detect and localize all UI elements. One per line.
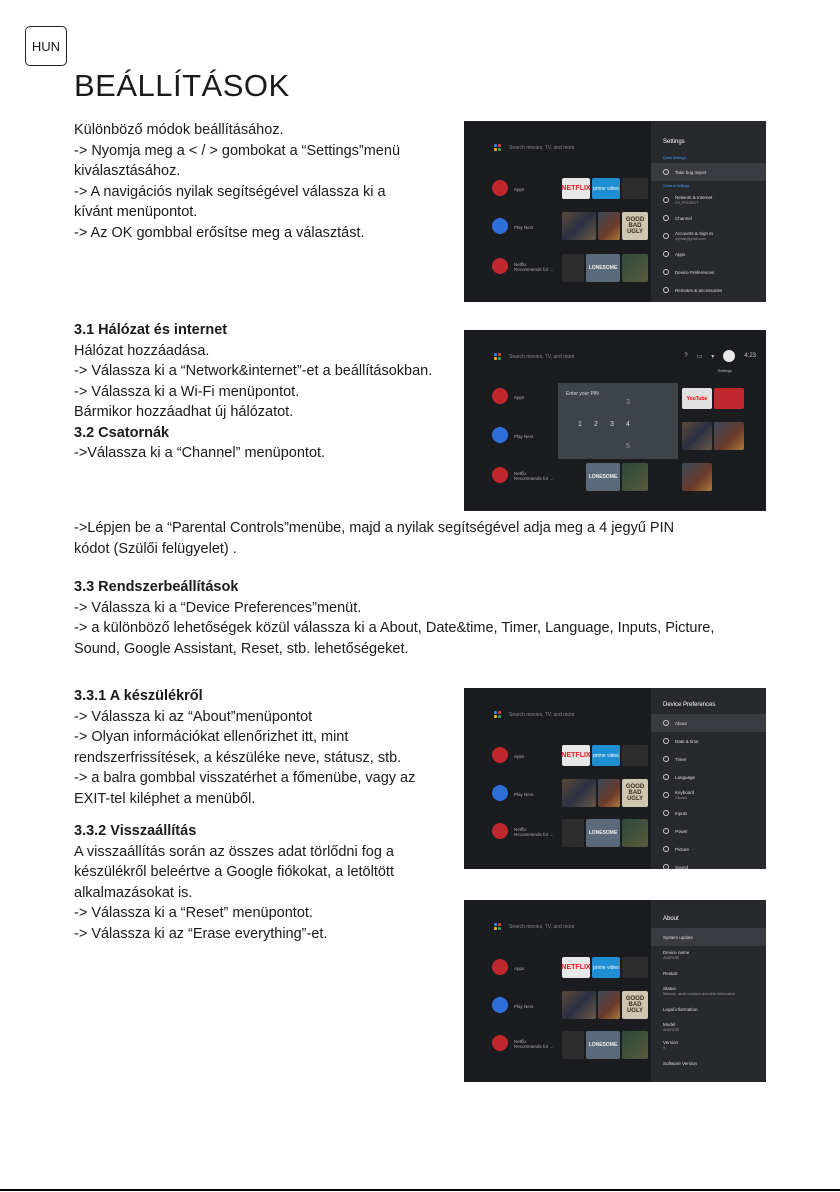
movie-tile bbox=[562, 254, 584, 282]
about-panel bbox=[651, 900, 766, 1082]
section-line: alkalmazásokat is. bbox=[74, 884, 193, 901]
movie-tile bbox=[562, 212, 596, 240]
section-line: -> Válassza ki az “Erase everything”-et. bbox=[74, 925, 328, 942]
keyboard-item[interactable] bbox=[651, 786, 766, 804]
google-assistant-icon bbox=[494, 353, 501, 360]
help-icon: ? bbox=[684, 353, 688, 359]
power-icon bbox=[663, 828, 669, 834]
device-prefs-item[interactable] bbox=[651, 263, 766, 281]
google-assistant-icon bbox=[494, 923, 501, 930]
intro-line: kiválasztásához. bbox=[74, 163, 181, 179]
restart-item[interactable] bbox=[651, 964, 766, 982]
apps-icon bbox=[492, 959, 508, 975]
monitor-icon bbox=[663, 269, 669, 275]
netflix-row-label: Netflix Recommends for ... bbox=[514, 262, 554, 272]
channel-item[interactable] bbox=[651, 209, 766, 227]
device-prefs-title: Device Preferences bbox=[663, 702, 716, 708]
parental-line: kódot (Szülői felügyelet) . bbox=[74, 540, 237, 557]
movie-tile bbox=[562, 819, 584, 847]
movie-tile bbox=[598, 991, 620, 1019]
search-placeholder: Search movies, TV, and more bbox=[509, 923, 575, 930]
section-heading: 3.2 Csatornák bbox=[74, 424, 170, 441]
parental-text bbox=[74, 518, 774, 559]
menu-label: Software Version bbox=[663, 1060, 698, 1066]
menu-label: Picture bbox=[675, 846, 690, 852]
movie-tile bbox=[622, 254, 648, 282]
settings-gear-icon[interactable] bbox=[723, 350, 735, 362]
movie-tile bbox=[562, 991, 596, 1019]
movie-tile bbox=[562, 779, 596, 807]
netflix-row-label: Netflix Recommends for ... bbox=[514, 1039, 554, 1049]
prime-tile: prime video bbox=[592, 957, 620, 978]
movie-tile: GOOD BAD UGLY bbox=[622, 779, 648, 807]
section-heading: 3.3 Rendszerbeállítások bbox=[74, 579, 239, 595]
section-reset bbox=[74, 821, 394, 944]
apps-item[interactable] bbox=[651, 245, 766, 263]
pin-digit[interactable]: 3 bbox=[610, 421, 614, 428]
intro-line: -> Nyomja meg a < / > gombokat a “Settings”menü bbox=[74, 142, 401, 159]
play-next-icon bbox=[492, 218, 508, 234]
menu-label: Language bbox=[675, 774, 696, 780]
movie-tile: GOOD BAD UGLY bbox=[622, 991, 648, 1019]
movie-tile: LONESOME bbox=[586, 254, 620, 282]
menu-label: Accounts & Sign In bbox=[675, 231, 714, 236]
menu-sublabel: 9 bbox=[663, 1046, 665, 1050]
section-line: ->Válassza ki a “Channel” menüpontot. bbox=[74, 445, 326, 461]
intro-line: -> Az OK gombbal erősítse meg a választást. bbox=[74, 224, 365, 241]
settings-caption: Settings bbox=[717, 368, 732, 373]
tv-app-tile bbox=[622, 178, 648, 199]
movie-tile bbox=[562, 1031, 584, 1059]
menu-label: Device Preferences bbox=[675, 269, 715, 275]
netflix-tile: NETFLIX bbox=[562, 957, 590, 978]
parental-line: ->Lépjen be a “Parental Controls”menübe, majd a nyilak segítségével adja meg a 4 jegyű PIN bbox=[74, 520, 675, 536]
section-line: -> Válassza ki a “Reset” menüpontot. bbox=[74, 905, 313, 921]
section-line: -> Olyan információkat ellenőrizhet itt, mint bbox=[74, 729, 349, 745]
search-placeholder: Search movies, TV, and more bbox=[509, 144, 575, 151]
section-system bbox=[74, 577, 774, 659]
apps-icon bbox=[492, 747, 508, 763]
menu-label: Keyboard bbox=[675, 790, 695, 795]
movie-tile bbox=[622, 1031, 648, 1059]
section-heading: 3.3.1 A készülékről bbox=[74, 688, 203, 704]
play-next-icon bbox=[492, 427, 508, 443]
about-item[interactable] bbox=[651, 714, 766, 732]
info-icon bbox=[663, 720, 669, 726]
clock-icon bbox=[663, 738, 669, 744]
menu-label: Restart bbox=[663, 970, 678, 976]
movie-tile bbox=[598, 779, 620, 807]
tv-screenshot-pin bbox=[464, 330, 766, 511]
timer-icon bbox=[663, 756, 669, 762]
menu-label: Remotes & accessories bbox=[675, 287, 723, 293]
menu-label: System update bbox=[663, 934, 694, 940]
movie-tile bbox=[714, 422, 744, 450]
language-item[interactable] bbox=[651, 768, 766, 786]
speaker-icon bbox=[663, 864, 669, 869]
youtube-tile: YouTube bbox=[682, 388, 712, 409]
menu-label: Version bbox=[663, 1040, 679, 1045]
section-line: A visszaállítás során az összes adat törlődni fog a bbox=[74, 843, 394, 860]
device-name-item[interactable] bbox=[651, 946, 766, 964]
section-line: -> a különböző lehetőségek közül válassza ki a About, Date&time, Timer, Language, Inputs, Picture, bbox=[74, 620, 715, 636]
movie-tile: LONESOME bbox=[586, 1031, 620, 1059]
netflix-row-icon bbox=[492, 1035, 508, 1051]
search-placeholder: Search movies, TV, and more bbox=[509, 711, 575, 718]
wifi-icon: ▾ bbox=[711, 353, 715, 360]
inputs-item[interactable] bbox=[651, 804, 766, 822]
netflix-row-icon bbox=[492, 258, 508, 274]
menu-label: Power bbox=[675, 828, 688, 834]
tv-app-tile bbox=[622, 745, 648, 766]
menu-label: Legal information bbox=[663, 1006, 698, 1012]
network-item[interactable] bbox=[651, 191, 766, 209]
remotes-item[interactable] bbox=[651, 281, 766, 299]
intro-text bbox=[74, 120, 400, 243]
section-line: -> a balra gombbal visszatérhet a főmenübe, vagy az bbox=[74, 770, 416, 786]
search-bar bbox=[494, 923, 575, 930]
search-bar bbox=[494, 144, 575, 151]
menu-label: Date & time bbox=[675, 738, 699, 744]
play-next-label: Play Next bbox=[514, 1004, 534, 1009]
menu-label: Model bbox=[663, 1022, 676, 1027]
remote-icon bbox=[663, 287, 669, 293]
input-icon: ▭ bbox=[696, 353, 703, 360]
movie-tile bbox=[622, 463, 648, 491]
date-time-item[interactable] bbox=[651, 732, 766, 750]
section-line: -> Válassza ki a “Device Preferences”menüt. bbox=[74, 599, 362, 616]
pin-digit-below: 5 bbox=[626, 443, 630, 450]
about-title: About bbox=[663, 916, 679, 922]
timer-item[interactable] bbox=[651, 750, 766, 768]
netflix-row-label: Netflix Recommends for ... bbox=[514, 827, 554, 837]
section-line: készülékről beleértve a Google fiókokat, a letöltött bbox=[74, 864, 394, 880]
apps-grid-icon bbox=[663, 251, 669, 257]
menu-sublabel: CH_PROJECT bbox=[675, 201, 699, 205]
device-prefs-panel bbox=[651, 688, 766, 869]
search-bar bbox=[494, 353, 575, 360]
movie-tile bbox=[682, 463, 712, 491]
accounts-item[interactable] bbox=[651, 227, 766, 245]
menu-label: Device name bbox=[663, 950, 690, 955]
section-heading: 3.1 Hálózat és internet bbox=[74, 322, 228, 338]
section-line: Sound, Google Assistant, Reset, stb. lehetőségeket. bbox=[74, 640, 409, 657]
tv-screenshot-device-prefs bbox=[464, 688, 766, 869]
movie-tile bbox=[622, 819, 648, 847]
apps-label: Apps bbox=[514, 395, 525, 400]
section-line: Hálózat hozzáadása. bbox=[74, 342, 210, 359]
language-badge: HUN bbox=[25, 26, 67, 66]
tv-app-tile bbox=[622, 957, 648, 978]
intro-line: kívánt menüpontot. bbox=[74, 204, 198, 220]
globe-icon bbox=[663, 774, 669, 780]
menu-label: Channel bbox=[675, 215, 692, 221]
model-item[interactable] bbox=[651, 1018, 766, 1036]
general-settings-label: General Settings bbox=[663, 184, 690, 188]
apps-label: Apps bbox=[514, 187, 525, 192]
app-tile bbox=[714, 388, 744, 409]
menu-label: Apps bbox=[675, 251, 686, 257]
tv-screenshot-about bbox=[464, 900, 766, 1082]
search-placeholder: Search movies, TV, and more bbox=[509, 353, 575, 360]
section-line: Bármikor hozzáadhat új hálózatot. bbox=[74, 404, 294, 420]
account-icon bbox=[663, 233, 669, 239]
pin-dialog[interactable] bbox=[558, 383, 678, 459]
page-bottom-rule bbox=[0, 1189, 840, 1191]
movie-tile: GOOD BAD UGLY bbox=[622, 212, 648, 240]
menu-label: Network & Internet bbox=[675, 195, 713, 200]
menu-label: Status bbox=[663, 986, 676, 991]
menu-label: About bbox=[675, 720, 687, 726]
google-assistant-icon bbox=[494, 711, 501, 718]
picture-item[interactable] bbox=[651, 840, 766, 858]
keyboard-icon bbox=[663, 792, 669, 798]
prime-tile: prime video bbox=[592, 745, 620, 766]
section-line: -> Válassza ki az “About”menüpontot bbox=[74, 708, 313, 725]
settings-panel bbox=[651, 121, 766, 302]
sound-item[interactable] bbox=[651, 858, 766, 869]
menu-sublabel: ANDROID bbox=[663, 1028, 680, 1032]
apps-label: Apps bbox=[514, 754, 525, 759]
page-title: BEÁLLÍTÁSOK bbox=[74, 68, 290, 103]
movie-tile: LONESOME bbox=[586, 463, 620, 491]
apps-icon bbox=[492, 388, 508, 404]
settings-panel-title: Settings bbox=[663, 139, 685, 145]
pin-digit-above: 3 bbox=[626, 399, 630, 406]
search-bar bbox=[494, 711, 575, 718]
status-item[interactable] bbox=[651, 982, 766, 1000]
legal-item[interactable] bbox=[651, 1000, 766, 1018]
movie-tile bbox=[598, 212, 620, 240]
prime-tile: prime video bbox=[592, 178, 620, 199]
clock: 4:23 bbox=[744, 353, 756, 359]
menu-sublabel: ANDROID bbox=[663, 956, 680, 960]
menu-sublabel: Network, serial numbers and other information bbox=[663, 992, 735, 996]
tv-icon bbox=[663, 215, 669, 221]
version-item[interactable] bbox=[651, 1036, 766, 1054]
netflix-row-icon bbox=[492, 823, 508, 839]
picture-icon bbox=[663, 846, 669, 852]
power-item[interactable] bbox=[651, 822, 766, 840]
section-line: -> Válassza ki a “Network&internet”-et a beállításokban. bbox=[74, 363, 433, 379]
system-update-item[interactable] bbox=[651, 928, 766, 946]
menu-sublabel: mymail@gmail.com bbox=[675, 237, 706, 241]
input-icon bbox=[663, 810, 669, 816]
netflix-row-icon bbox=[492, 467, 508, 483]
status-bar bbox=[684, 350, 756, 362]
netflix-row-label: Netflix Recommends for ... bbox=[514, 471, 554, 481]
pin-title: Enter your PIN bbox=[566, 391, 599, 397]
menu-label: Timer bbox=[675, 756, 687, 762]
play-next-label: Play Next bbox=[514, 434, 534, 439]
apps-icon bbox=[492, 180, 508, 196]
play-next-icon bbox=[492, 785, 508, 801]
wifi-icon bbox=[663, 197, 669, 203]
section-line: EXIT-tel kiléphet a menüből. bbox=[74, 790, 256, 807]
section-heading: 3.3.2 Visszaállítás bbox=[74, 823, 197, 839]
quick-settings-label: Quick Settings bbox=[663, 156, 686, 160]
section-network bbox=[74, 320, 432, 464]
menu-label: Take bug report bbox=[675, 169, 707, 175]
tv-screenshot-settings bbox=[464, 121, 766, 302]
bug-icon bbox=[663, 169, 669, 175]
netflix-tile: NETFLIX bbox=[562, 178, 590, 199]
pin-digit[interactable]: 2 bbox=[594, 421, 598, 428]
pin-digit[interactable]: 1 bbox=[578, 421, 582, 428]
movie-tile: LONESOME bbox=[586, 819, 620, 847]
netflix-tile: NETFLIX bbox=[562, 745, 590, 766]
play-next-label: Play Next bbox=[514, 792, 534, 797]
software-version-item[interactable] bbox=[651, 1054, 766, 1072]
section-about bbox=[74, 686, 415, 809]
menu-label: Sound bbox=[675, 864, 689, 869]
bug-report-item[interactable] bbox=[651, 163, 766, 181]
apps-label: Apps bbox=[514, 966, 525, 971]
google-assistant-icon bbox=[494, 144, 501, 151]
menu-label: Inputs bbox=[675, 810, 688, 816]
play-next-label: Play Next bbox=[514, 225, 534, 230]
menu-sublabel: Gboard bbox=[675, 796, 687, 800]
pin-digit[interactable]: 4 bbox=[626, 421, 630, 428]
intro-line: -> A navigációs nyilak segítségével válassza ki a bbox=[74, 183, 386, 200]
section-line: -> Válassza ki a Wi-Fi menüpontot. bbox=[74, 383, 300, 400]
section-line: rendszerfrissítések, a készüléke neve, státusz, stb. bbox=[74, 749, 402, 766]
intro-line: Különböző módok beállításához. bbox=[74, 122, 284, 138]
movie-tile bbox=[682, 422, 712, 450]
play-next-icon bbox=[492, 997, 508, 1013]
